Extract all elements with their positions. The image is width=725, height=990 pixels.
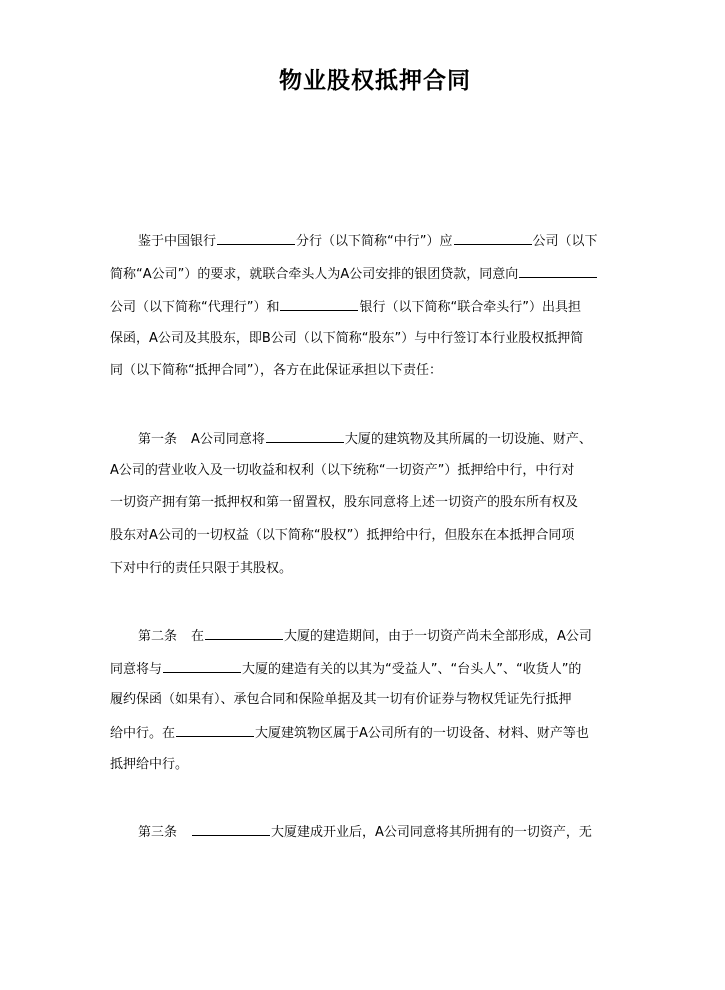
fill-in-blank <box>454 231 532 245</box>
paragraph-line <box>110 297 581 315</box>
line-text: 履约保函（如果有）、承包合同和保险单据及其一切有价证券与物权凭证先行抵押 <box>110 692 572 707</box>
fill-in-blank <box>266 429 344 443</box>
line-text: 股东对A公司的一切权益（以下简称“股权”）抵押给中行，但股东在本抵押合同项 <box>110 528 575 543</box>
fill-in-blank <box>205 626 283 640</box>
paragraph-line <box>110 756 188 774</box>
line-text: 保函，A公司及其股东，即B公司（以下简称“股东”）与中行签订本行业股权抵押简 <box>110 331 584 346</box>
paragraph-line <box>110 264 598 282</box>
line-text: 鉴于中国银行 <box>138 234 217 249</box>
document-title: 物业股权抵押合同 <box>279 68 471 94</box>
paragraph-line <box>138 231 598 249</box>
line-text: A公司的营业收入及一切收益和权利（以下统称“一切资产”）抵押给中行，中行对 <box>110 463 575 478</box>
line-text: 在 <box>191 629 205 644</box>
line-text: 公司（以下简称“代理行”）和 <box>110 300 280 315</box>
paragraph-line <box>138 626 592 644</box>
line-text: A公司同意将 <box>191 432 265 447</box>
line-text: 分行（以下简称“中行”）应 <box>296 234 453 249</box>
paragraph-line <box>110 560 292 578</box>
paragraph-line <box>138 429 592 447</box>
fill-in-blank <box>176 723 254 737</box>
line-text: 第二条 <box>138 629 178 644</box>
paragraph-line <box>110 659 581 677</box>
paragraph-line <box>110 527 574 545</box>
paragraph-line <box>110 691 572 709</box>
line-text: 大厦的建造期间，由于一切资产尚未全部形成，A公司 <box>284 629 592 644</box>
line-text: 公司（以下 <box>532 234 598 249</box>
fill-in-blank <box>519 264 597 278</box>
line-text: 给中行。在 <box>110 726 176 741</box>
line-text: 银行（以下简称“联合牵头行”）出具担 <box>359 300 581 315</box>
line-text: 同意将与 <box>110 662 163 677</box>
line-text: 抵押给中行。 <box>110 757 189 772</box>
line-text: 同（以下简称“抵押合同”），各方在此保证承担以下责任： <box>110 363 442 378</box>
paragraph-line <box>110 723 589 741</box>
line-text: 大厦的建筑物及其所属的一切设施、财产、 <box>344 432 592 447</box>
fill-in-blank <box>217 231 295 245</box>
paragraph-line <box>110 494 578 512</box>
fill-in-blank <box>192 822 270 836</box>
line-text: 简称“A公司”）的要求，就联合牵头人为A公司安排的银团贷款，同意向 <box>110 267 519 282</box>
line-text: 大厦的建造有关的以其为“受益人”、“台头人”、“收货人”的 <box>242 662 582 677</box>
paragraph-line <box>110 462 574 480</box>
fill-in-blank <box>280 297 358 311</box>
line-text: 下对中行的责任只限于其股权。 <box>110 561 293 576</box>
fill-in-blank <box>163 659 241 673</box>
line-text: 大厦建筑物区属于A公司所有的一切设备、材料、财产等也 <box>255 726 589 741</box>
line-text: 大厦建成开业后，A公司同意将其所拥有的一切资产，无 <box>271 825 592 840</box>
paragraph-line <box>110 362 442 380</box>
paragraph-line <box>110 330 583 348</box>
paragraph-line <box>138 822 592 840</box>
line-text: 一切资产拥有第一抵押权和第一留置权，股东同意将上述一切资产的股东所有权及 <box>110 495 579 510</box>
line-text: 第三条 <box>138 825 178 840</box>
line-text: 第一条 <box>138 432 178 447</box>
